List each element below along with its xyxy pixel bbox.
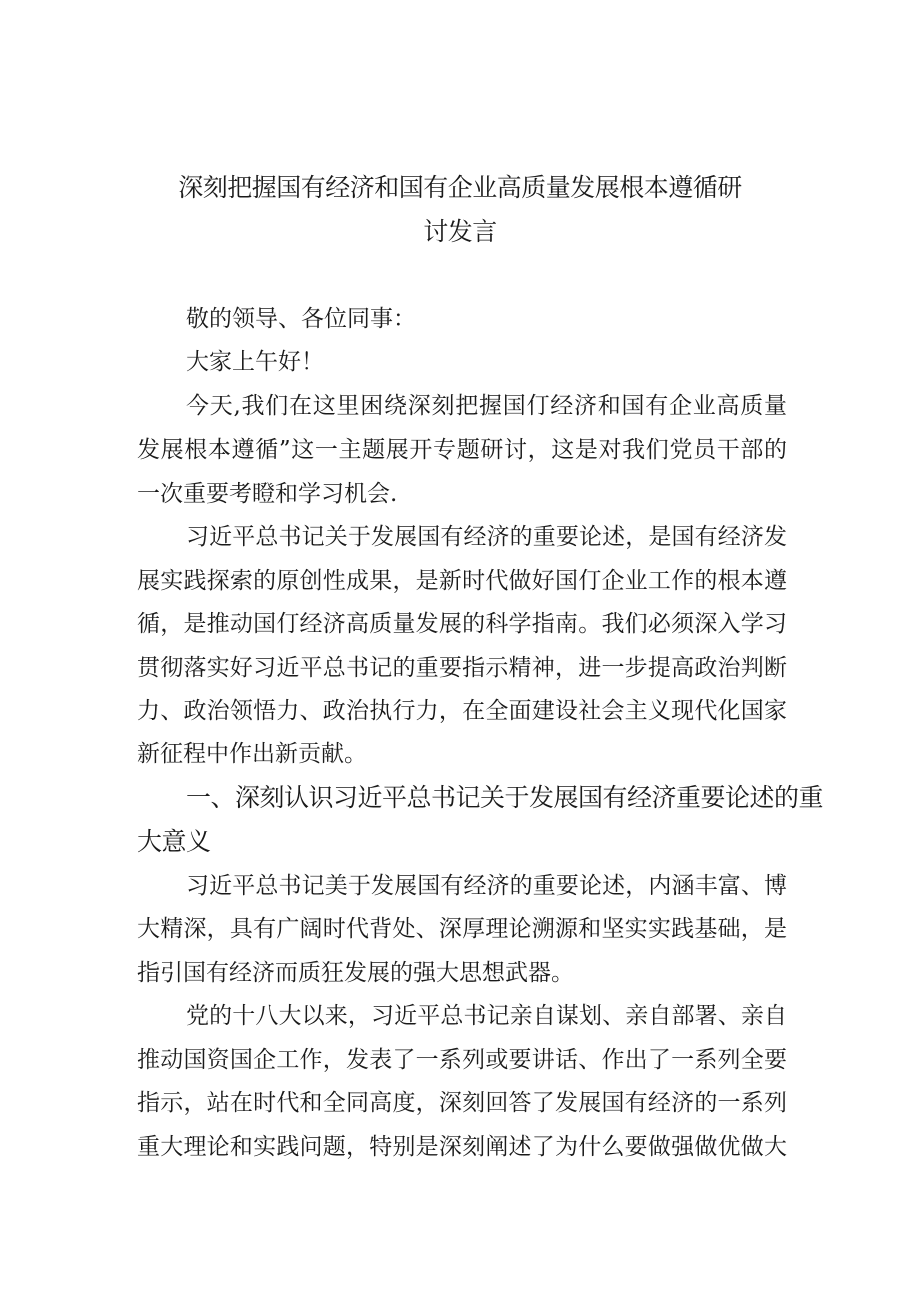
paragraph-3-line-2: 大精深，具有广阔时代背处、深厚理论溯源和坚实实践基础，是 — [137, 916, 787, 942]
paragraph-4-line-1: 党的十八大以来，习近平总书记亲自谋划、亲自部署、亲自 — [186, 1003, 787, 1029]
paragraph-2-line-3: 循，是推动国仃经济高质量发展的科学指南。我们必须深入学习 — [137, 611, 787, 637]
paragraph-2-line-1: 习近平总书记关于发展国有经济的重要论述，是国有经济发 — [186, 524, 787, 550]
paragraph-2-line-4: 贯彻落实好习近平总书记的重要指示精神，进一步提高政治判断 — [137, 655, 787, 681]
paragraph-3-line-1: 习近平总书记美于发展国有经济的重要论述，内涵丰富、博 — [186, 873, 787, 899]
paragraph-2-line-2: 展实践探索的原创性成果，是新时代做好国仃企业工作的根本遵 — [137, 568, 787, 594]
section-heading-1-line-2: 大意义 — [137, 827, 211, 856]
document-title-line-1: 深刻把握国有经济和国有企业高质量发展根本遵循研 — [178, 173, 742, 202]
document-title-line-2: 讨发言 — [423, 217, 497, 246]
paragraph-3-line-3: 指引国有经济而质狂发展的强大思想武器。 — [137, 960, 574, 986]
salutation: 敬的领导、各位同事： — [186, 306, 416, 332]
paragraph-4-line-2: 推动国资国企工作，发表了一系列或要讲话、作出了一系列全要 — [137, 1047, 787, 1073]
paragraph-2-line-5: 力、政治领悟力、政治执行力，在全面建设社会主义现代化国家 — [137, 698, 787, 724]
paragraph-4-line-3: 指示，站在时代和全同高度，深刻回答了发展国有经济的一系列 — [137, 1090, 787, 1116]
paragraph-1-line-3: 一次重要考瞪和学习机会. — [137, 481, 398, 507]
section-heading-1-line-1: 一、深刻认识习近平总书记关于发展国有经济重要论述的重 — [186, 783, 824, 812]
paragraph-2-line-6: 新征程中作出新贡献。 — [137, 741, 367, 767]
paragraph-4-line-4: 重大理论和实践问题，特别是深刻阐述了为什么要做强做优做大 — [137, 1134, 787, 1160]
paragraph-1-line-2: 发展根本遵循”这一主题展开专题研讨，这是对我们党员干部的 — [137, 437, 787, 463]
greeting: 大家上午好！ — [186, 349, 324, 375]
paragraph-1-line-1: 今天,我们在这里困绕深刻把握国仃经济和国有企业高质量 — [186, 393, 787, 419]
